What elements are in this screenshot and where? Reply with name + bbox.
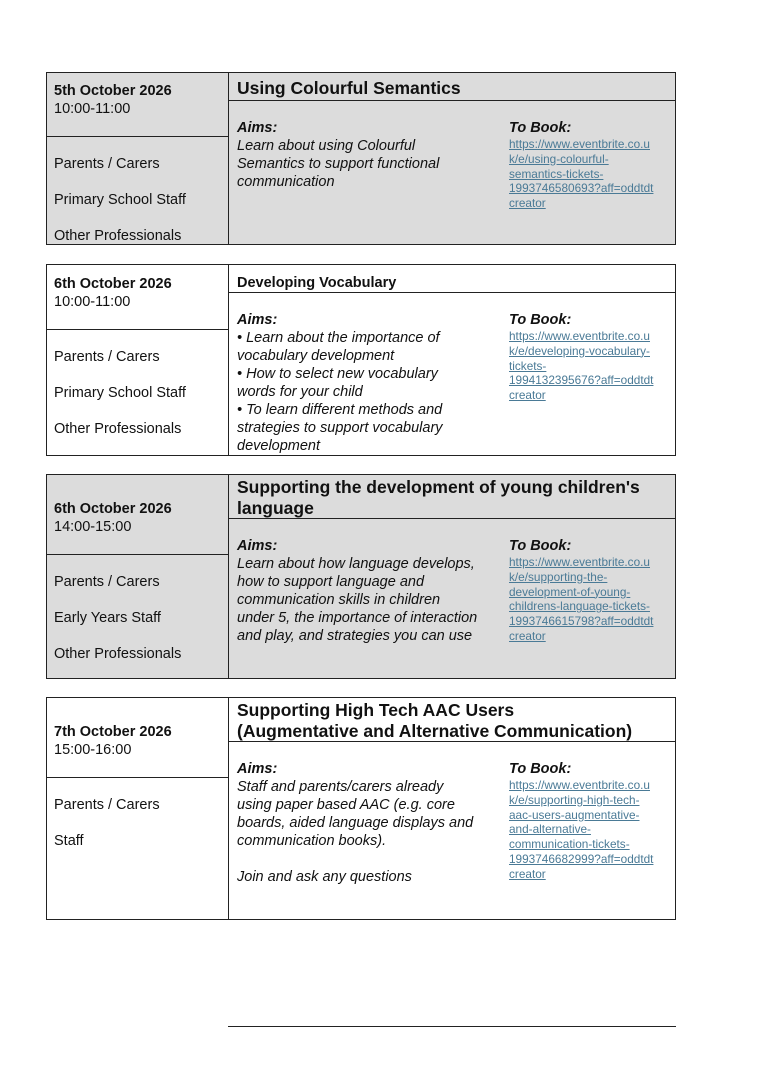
booking-link[interactable]: https://www.eventbrite.co.u k/e/supporting-the- development-of-young- childrens-language-tickets- 1993746615798?aff=oddtdt creator (509, 555, 654, 643)
audience-list (54, 348, 228, 456)
aims-section (237, 760, 499, 886)
audience-item: Parents / Carers (54, 156, 160, 172)
event-title-line: (Augmentative and Alternative Communication) (237, 721, 633, 741)
event-date: 7th October 2026 (54, 724, 172, 740)
event-title (229, 475, 675, 519)
booking-section (509, 119, 671, 211)
event-info-column (47, 475, 229, 678)
book-label: To Book: (509, 761, 572, 777)
audience-item: Early Years Staff (54, 610, 161, 626)
audience-list (54, 155, 228, 263)
aims-line: development (237, 438, 321, 454)
book-label: To Book: (509, 312, 572, 328)
aims-line: using paper based AAC (e.g. core (237, 797, 455, 813)
event-date: 6th October 2026 (54, 276, 172, 292)
audience-item: Other Professionals (54, 228, 182, 244)
audience-list (54, 796, 228, 868)
aims-label: Aims: (237, 120, 278, 136)
aims-line (237, 850, 499, 868)
aims-line: • Learn about the importance of (237, 330, 440, 346)
aims-line: how to support language and (237, 574, 425, 590)
aims-line: boards, aided language displays and (237, 815, 474, 831)
event-date: 5th October 2026 (54, 83, 172, 99)
aims-line: • How to select new vocabulary (237, 366, 438, 382)
aims-line: Learn about using Colourful (237, 138, 416, 154)
booking-link[interactable]: https://www.eventbrite.co.u k/e/using-colourful- semantics-tickets- 1993746580693?aff=oddtdt creator (509, 137, 654, 211)
event-title (229, 698, 675, 742)
aims-line: and play, and strategies you can use (237, 628, 473, 644)
aims-line: communication skills in children (237, 592, 441, 608)
audience-item: Staff (54, 833, 84, 849)
booking-section (509, 760, 671, 882)
event-info-column (47, 698, 229, 919)
aims-line: Staff and parents/carers already (237, 779, 444, 795)
event-title-line: Supporting the development of young children's (237, 477, 640, 497)
aims-label: Aims: (237, 312, 278, 328)
audience-item: Other Professionals (54, 646, 182, 662)
aims-line: communication (237, 174, 335, 190)
audience-item: Parents / Carers (54, 574, 160, 590)
audience-item: Primary School Staff (54, 385, 186, 401)
event-title-line: Using Colourful Semantics (237, 78, 461, 98)
aims-label: Aims: (237, 761, 278, 777)
event-title (229, 265, 675, 293)
aims-label: Aims: (237, 538, 278, 554)
event-date: 6th October 2026 (54, 501, 172, 517)
aims-section (237, 537, 499, 645)
book-label: To Book: (509, 538, 572, 554)
event-info-column (47, 73, 229, 244)
aims-line: communication books). (237, 833, 387, 849)
footer-rule (228, 1026, 676, 1027)
audience-item: Parents / Carers (54, 349, 160, 365)
aims-line: strategies to support vocabulary (237, 420, 443, 436)
aims-section (237, 119, 499, 191)
audience-item: Primary School Staff (54, 192, 186, 208)
date-time-block (47, 265, 228, 330)
event-title-line: Supporting High Tech AAC Users (237, 700, 515, 720)
date-time-block (47, 475, 228, 555)
event-title-line: language (237, 498, 314, 518)
aims-line: Learn about how language develops, (237, 556, 475, 572)
event-time: 15:00-16:00 (54, 742, 132, 758)
aims-line: Semantics to support functional (237, 156, 440, 172)
event-card (46, 697, 676, 920)
event-title-line: Developing Vocabulary (237, 275, 397, 291)
aims-section (237, 311, 499, 455)
event-card (46, 474, 676, 679)
aims-line: under 5, the importance of interaction (237, 610, 478, 626)
audience-item: Parents / Carers (54, 797, 160, 813)
aims-line: Join and ask any questions (237, 869, 412, 885)
aims-line: vocabulary development (237, 348, 395, 364)
event-time: 10:00-11:00 (54, 294, 131, 310)
booking-link[interactable]: https://www.eventbrite.co.u k/e/developing-vocabulary- tickets- 1994132395676?aff=oddtdt creator (509, 329, 654, 403)
audience-item: Other Professionals (54, 421, 182, 437)
booking-link[interactable]: https://www.eventbrite.co.u k/e/supporting-high-tech- aac-users-augmentative- and-alternative- communication-tickets- 1993746682999?aff=oddtdt creator (509, 778, 654, 881)
event-info-column (47, 265, 229, 455)
event-title (229, 73, 675, 101)
event-card (46, 72, 676, 245)
event-time: 10:00-11:00 (54, 101, 131, 117)
booking-section (509, 311, 671, 403)
date-time-block (47, 73, 228, 137)
date-time-block (47, 698, 228, 778)
event-time: 14:00-15:00 (54, 519, 132, 535)
event-card (46, 264, 676, 456)
booking-section (509, 537, 671, 644)
audience-list (54, 573, 228, 681)
aims-line: words for your child (237, 384, 363, 400)
aims-line: • To learn different methods and (237, 402, 443, 418)
book-label: To Book: (509, 120, 572, 136)
